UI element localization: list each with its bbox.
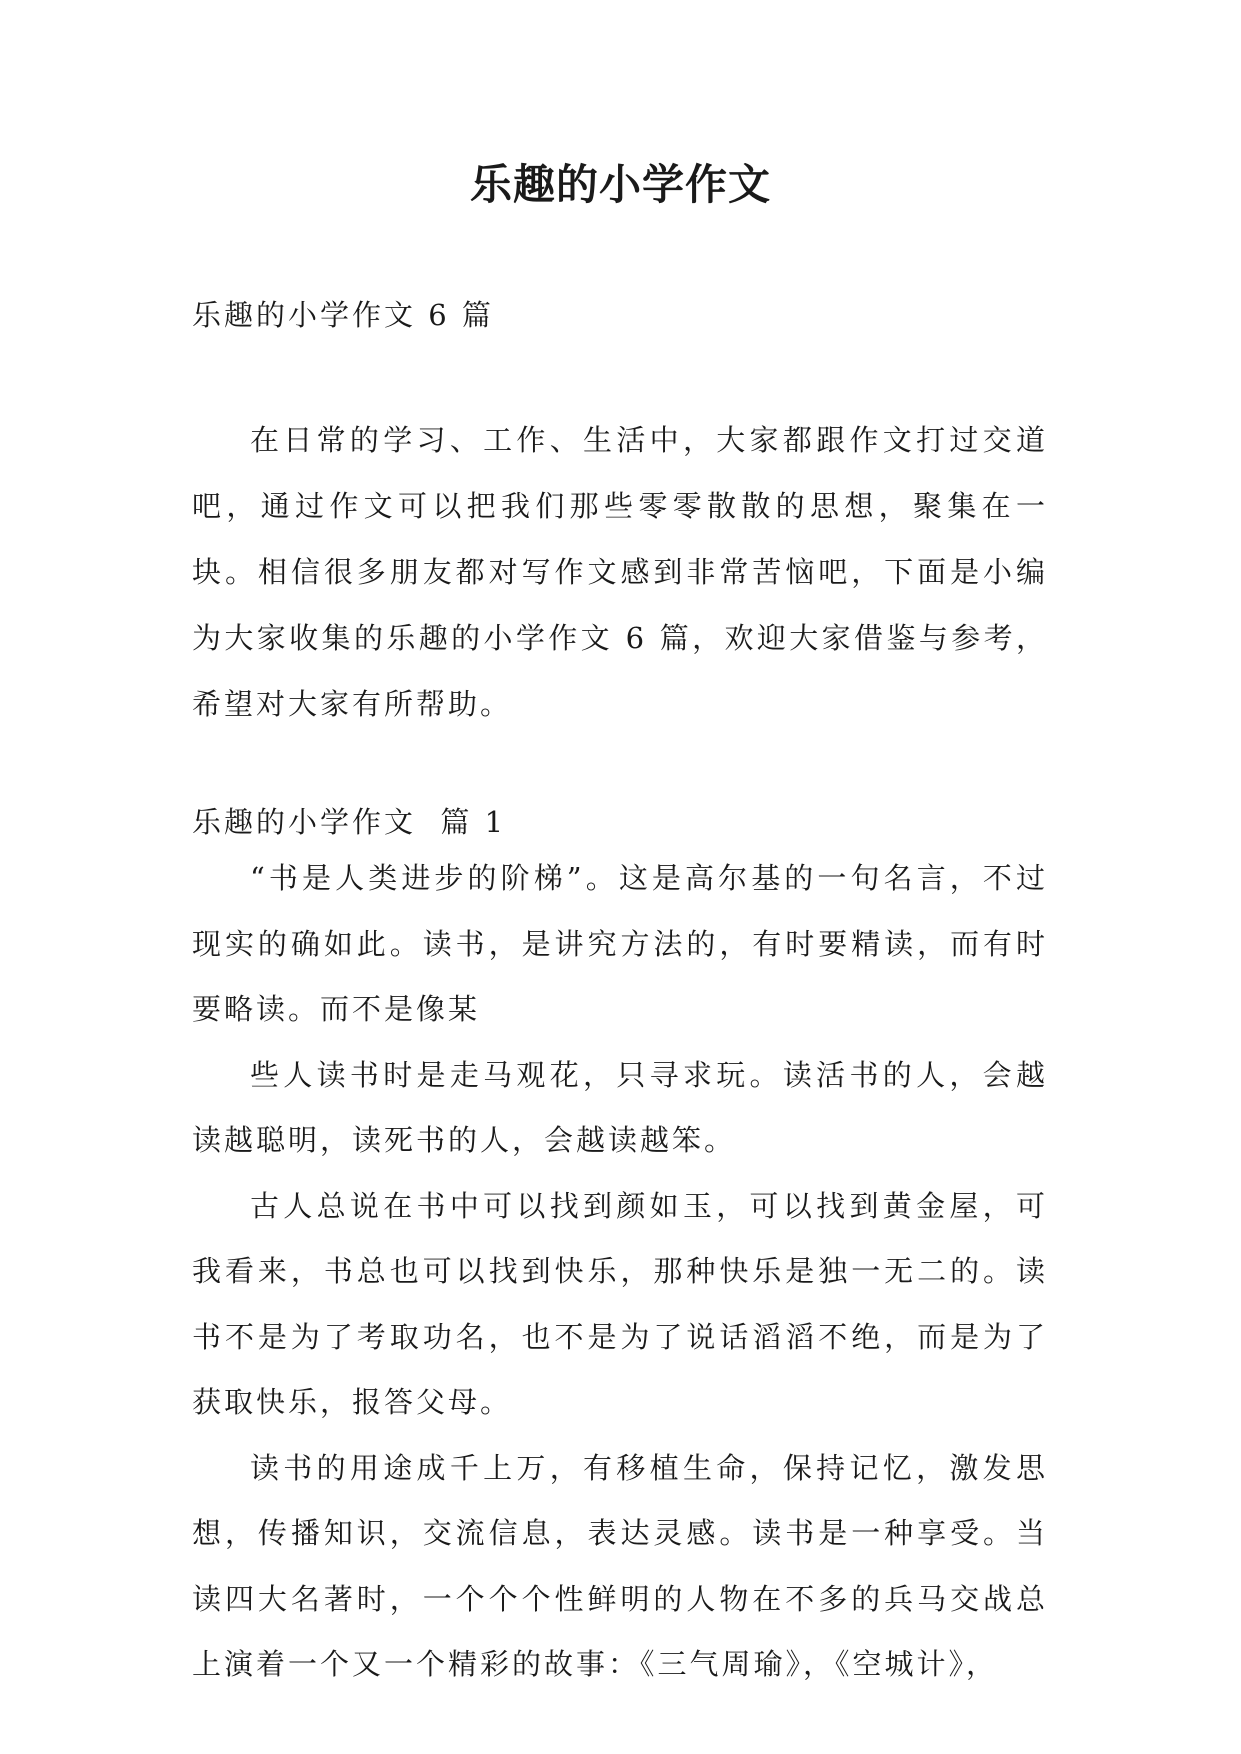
essay-paragraph: 些人读书时是走马观花，只寻求玩。读活书的人，会越读越聪明，读死书的人，会越读越笨。 — [192, 1057, 1048, 1157]
essay-paragraph: 古人总说在书中可以找到颜如玉，可以找到黄金屋，可我看来，书总也可以找到快乐，那种快乐是独一无二的。读书不是为了考取功名，也不是为了说话滔滔不绝，而是为了获取快乐，报答父母。 — [192, 1188, 1048, 1419]
document-subtitle: 乐趣的小学作文 6 篇 — [192, 298, 494, 332]
intro-section — [192, 407, 1048, 737]
essay-paragraph: 读书的用途成千上万，有移植生命，保持记忆，激发思想，传播知识，交流信息，表达灵感。读书是一种享受。当读四大名著时，一个个个性鲜明的人物在不多的兵马交战总上演着一个又一个精彩的故事：《三气周瑜》，《空城计》， — [192, 1450, 1048, 1681]
essay-paragraph: “书是人类进步的阶梯”。这是高尔基的一句名言，不过现实的确如此。读书，是讲究方法的，有时要精读，而有时要略读。而不是像某 — [192, 861, 1048, 1026]
intro-paragraph: 在日常的学习、工作、生活中，大家都跟作文打过交道吧，通过作文可以把我们那些零零散散的思想，聚集在一块。相信很多朋友都对写作文感到非常苦恼吧，下面是小编为大家收集的乐趣的小学作文 6 篇，欢迎大家借鉴与参考，希望对大家有所帮助。 — [192, 423, 1048, 721]
section-heading: 乐趣的小学作文 篇 1 — [192, 805, 507, 839]
essay-body — [192, 846, 1048, 1698]
document-title: 乐趣的小学作文 — [469, 160, 771, 209]
